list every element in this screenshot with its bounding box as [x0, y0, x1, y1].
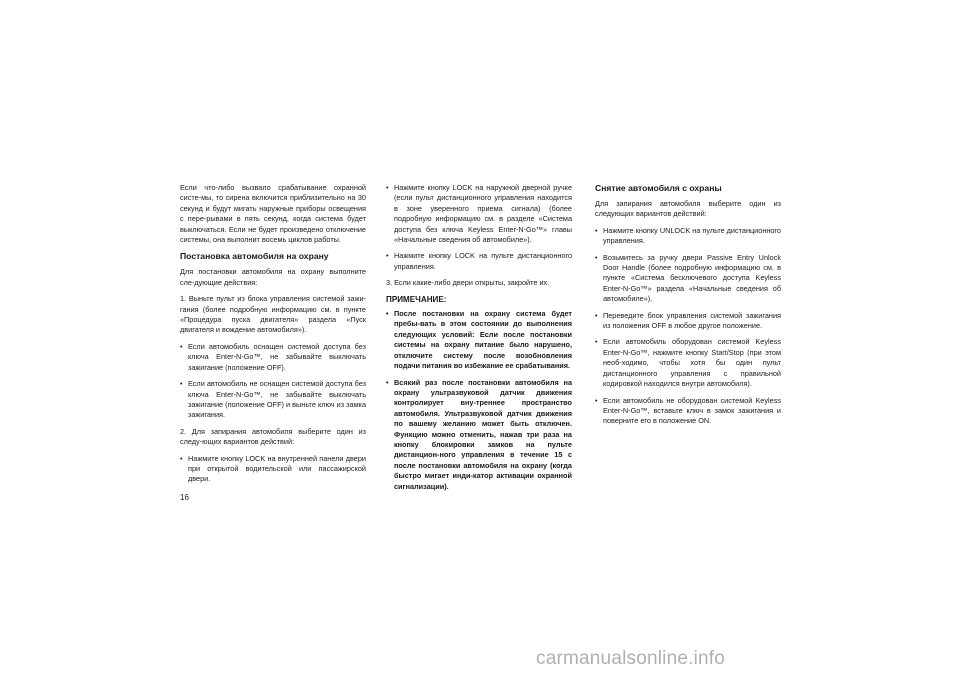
bullet-icon: •: [386, 377, 389, 387]
note-item: [386, 309, 572, 371]
bullet-item: [595, 337, 781, 389]
bullet-item: [386, 183, 572, 245]
bullet-icon: •: [180, 453, 183, 463]
bullet-icon: •: [180, 341, 183, 351]
bullet-text: Переведите блок управления системой зажигания из положения OFF в любое другое положение.: [603, 310, 781, 331]
bullet-icon: •: [595, 310, 598, 320]
bullet-item: [595, 226, 781, 247]
bullet-text: Нажмите кнопку LOCK на внутренней панели двери при открытой водительской или пассажирской двери.: [188, 453, 366, 484]
bullet-icon: •: [595, 225, 598, 235]
left-column: [180, 183, 366, 491]
right-column: [595, 183, 781, 433]
bullet-icon: •: [595, 395, 598, 405]
bullet-icon: •: [386, 309, 389, 319]
watermark-logo: carmanualsonline.info: [536, 648, 726, 669]
page-number: 16: [180, 493, 189, 502]
bullet-icon: •: [386, 183, 389, 192]
bullet-item: [595, 396, 781, 427]
bullet-item: [595, 311, 781, 332]
bullet-text: Если автомобиль не оснащен системой доступа без ключа Enter-N-Go™, не забывайте выключать зажигание (положение OFF) и выньте ключ из замка зажигания.: [188, 379, 366, 420]
note-block: [386, 309, 572, 492]
bullet-icon: •: [595, 252, 598, 262]
arming-intro-paragraph: Для постановки автомобиля на охрану выполните сле-дующие действия:: [180, 267, 366, 287]
note-item: [386, 378, 572, 492]
bullet-icon: •: [386, 251, 389, 261]
arming-step-3: 3. Если какие-либо двери открыты, закройте их.: [386, 278, 550, 288]
disarming-intro-paragraph: Для запирания автомобиля выберите один из следующих вариантов действий:: [595, 199, 781, 219]
arming-step-1: 1. Выньте пульт из блока управления системой зажи-гания (более подробную информацию см. в пункте «Процедура пуска двигателя» раздела «Пуск двигателя и вождение автомобиля»).: [180, 294, 366, 335]
bullet-text: Нажмите кнопку UNLOCK на пульте дистанционного управления.: [603, 225, 781, 246]
note-heading: ПРИМЕЧАНИЕ:: [386, 294, 447, 304]
bullet-text: Нажмите кнопку LOCK на наружной дверной ручке (если пульт дистанционного управления находится в зоне уверенного приема сигнала) (более подробную информацию см. в разделе «Система доступа без ключа Keyless Enter-N-Go™» главы «Начальные сведения об автомобиле»).: [394, 183, 572, 245]
bullet-text: Если автомобиль оборудован системой Keyless Enter-N-Go™, нажмите кнопку Start/Stop (при этом необ-ходимо, чтобы хотя бы один пульт дистанционного управления с правильной кодировкой находился внутри автомобиля).: [603, 337, 781, 389]
bullet-item: [386, 251, 572, 272]
arming-step-2: 2. Для запирания автомобиля выберите один из следу-ющих вариантов действий:: [180, 426, 366, 447]
disarming-heading: Снятие автомобиля с охраны: [595, 183, 722, 193]
bullet-item: [180, 379, 366, 421]
bullet-text: Если автомобиль оснащен системой доступа без ключа Enter-N-Go™, не забывайте выключать зажигание (положение OFF).: [188, 341, 366, 372]
middle-column: [386, 183, 572, 498]
arming-heading: Постановка автомобиля на охрану: [180, 251, 329, 262]
bullet-item: [595, 253, 781, 305]
note-text: Всякий раз после постановки автомобиля на охрану ультразвуковой датчик движения контролирует вну-треннее пространство автомобиля. Ультразвуковой датчик движения по вашему желанию может быть отключен. Функцию можно отменить, нажав три раза на кнопку блокировки замков на пульте дистанцион-ного управления в течение 15 с после постановки автомобиля на охрану (когда быстро мигает инди-катор активации охранной сигнализации).: [394, 377, 572, 491]
bullet-item: [180, 454, 366, 485]
bullet-icon: •: [180, 379, 183, 389]
alarm-intro-paragraph: Если что-либо вызвало срабатывание охранной систе-мы, то сирена включится приблизительно на 30 секунд и будут мигать наружные приборы освещения с пере-рывами в пять секунд, когда система будет выключаться. Если не будет произведено отключение системы, она выполнит восемь циклов работы.: [180, 183, 366, 245]
bullet-text: Возьмитесь за ручку двери Passive Entry Unlock Door Handle (более подробную информацию см. в пункте «Система бесключевого доступа Keyless Enter-N-Go™» раздела «Начальные сведения об автомобиле»).: [603, 252, 781, 304]
note-text: После постановки на охрану система будет пребы-вать в этом состоянии до выполнения следующих условий: Если после постановки системы на охрану питание было нарушено, отключите систему после возобновления подачи питания во избежание ее срабатывания.: [394, 309, 572, 371]
bullet-icon: •: [595, 337, 598, 347]
bullet-text: Нажмите кнопку LOCK на пульте дистанционного управления.: [394, 251, 572, 271]
bullet-item: [180, 342, 366, 373]
bullet-text: Если автомобиль не оборудован системой Keyless Enter-N-Go™, вставьте ключ в замок зажигания и поверните его в положение ON.: [603, 395, 781, 426]
